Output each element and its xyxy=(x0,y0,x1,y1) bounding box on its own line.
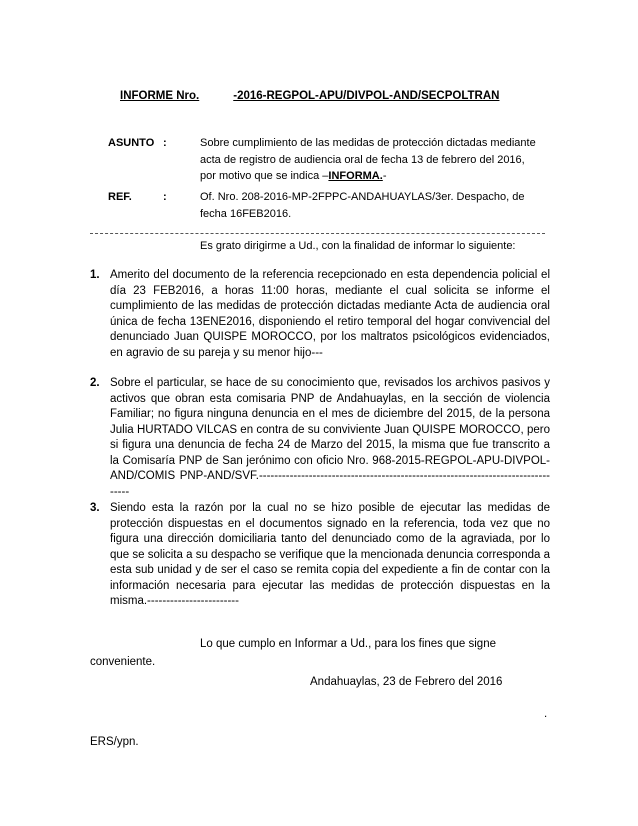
closing-line-1: Lo que cumplo en Informar a Ud., para los fines que signe xyxy=(200,638,496,650)
item-number: 1. xyxy=(90,269,100,281)
item-text: Siendo esta la razón por la cual no se hizo posible de ejecutar las medidas de protección dispuestas en el documentos signado en la referencia, toda vez que no figura una dirección domiciliaria tanto del denunciado como de la agraviada, por lo que se solicita a su despacho se verifique que la mencionada denuncia corresponda a esta sub unidad y de ser el caso se remita copia del expediente a fin de contar con la información necesaria para ejecutar las medidas de protección dispuestas en la misma.------------------------ xyxy=(110,502,550,607)
item-number: 3. xyxy=(90,502,100,514)
report-title xyxy=(120,90,540,102)
greeting-text: Es grato dirigirme a Ud., con la finalidad de informar lo siguiente: xyxy=(200,240,516,252)
ref-colon: : xyxy=(163,191,167,203)
closing-line-2: conveniente. xyxy=(90,656,156,668)
asunto-line-3 xyxy=(200,168,555,185)
separator-line xyxy=(90,233,545,234)
item-number: 2. xyxy=(90,377,100,389)
report-title-right: -2016-REGPOL-APU/DIVPOL-AND/SECPOLTRAN xyxy=(233,90,500,102)
asunto-colon: : xyxy=(163,137,167,149)
list-item xyxy=(90,501,550,610)
list-item xyxy=(90,268,550,361)
place-date: Andahuaylas, 23 de Febrero del 2016 xyxy=(310,676,503,688)
ref-text xyxy=(200,189,555,222)
asunto-line-1: Sobre cumplimiento de las medidas de protección dictadas mediante xyxy=(200,137,536,149)
item-text: Sobre el particular, se hace de su conocimiento que, revisados los archivos pasivos y activos que obran esta comisaria PNP de Andahuaylas, en la sección de violencia Familiar; no figura ninguna denuncia en el mes de diciembre del 2015, de la persona Julia HURTADO VILCAS en contra de su conviviente Juan QUISPE MOROCCO, pero si figura una denuncia de fecha 24 de Marzo del 2015, la misma que fue transcrito a la Comisaría PNP de San jerónimo con oficio Nro. 968-2015-REGPOL-APU-DIVPOL-AND/COMIS PNP-AND/SVF.--------------------------------------------------------------------------------- xyxy=(110,377,550,498)
informa-bold: INFORMA. xyxy=(328,170,383,182)
list-item xyxy=(90,376,550,500)
ref-label: REF. xyxy=(108,191,132,203)
asunto-block xyxy=(0,135,638,187)
initials: ERS/ypn. xyxy=(90,736,139,748)
ref-line-1: Of. Nro. 208-2016-MP-2FPPC-ANDAHUAYLAS/3er. Despacho, de xyxy=(200,191,525,203)
asunto-line-3-prefix: por motivo que se indica – xyxy=(200,170,329,182)
asunto-label: ASUNTO xyxy=(108,137,155,149)
asunto-line-3-suffix: - xyxy=(382,170,387,182)
ref-block xyxy=(0,189,638,225)
ref-line-2: fecha 16FEB2016. xyxy=(200,207,292,220)
report-title-left: INFORME Nro. xyxy=(120,90,200,102)
asunto-line-2: acta de registro de audiencia oral de fecha 13 de febrero del 2016, xyxy=(200,153,525,166)
trailing-dot: . xyxy=(544,708,548,720)
asunto-text xyxy=(200,135,555,185)
item-text: Amerito del documento de la referencia recepcionado en esta dependencia policial el día 23 FEB2016, a horas 11:00 horas, mediante el cual solicita se informe el cumplimiento de las medidas de protección dictadas mediante Acta de audiencia oral única de fecha 13ENE2016, disponiendo el retiro temporal del hogar convivencial del denunciado Juan QUISPE MOROCCO, por los maltratos psicológicos evidenciados, en agravio de su pareja y su menor hijo--- xyxy=(110,269,550,359)
